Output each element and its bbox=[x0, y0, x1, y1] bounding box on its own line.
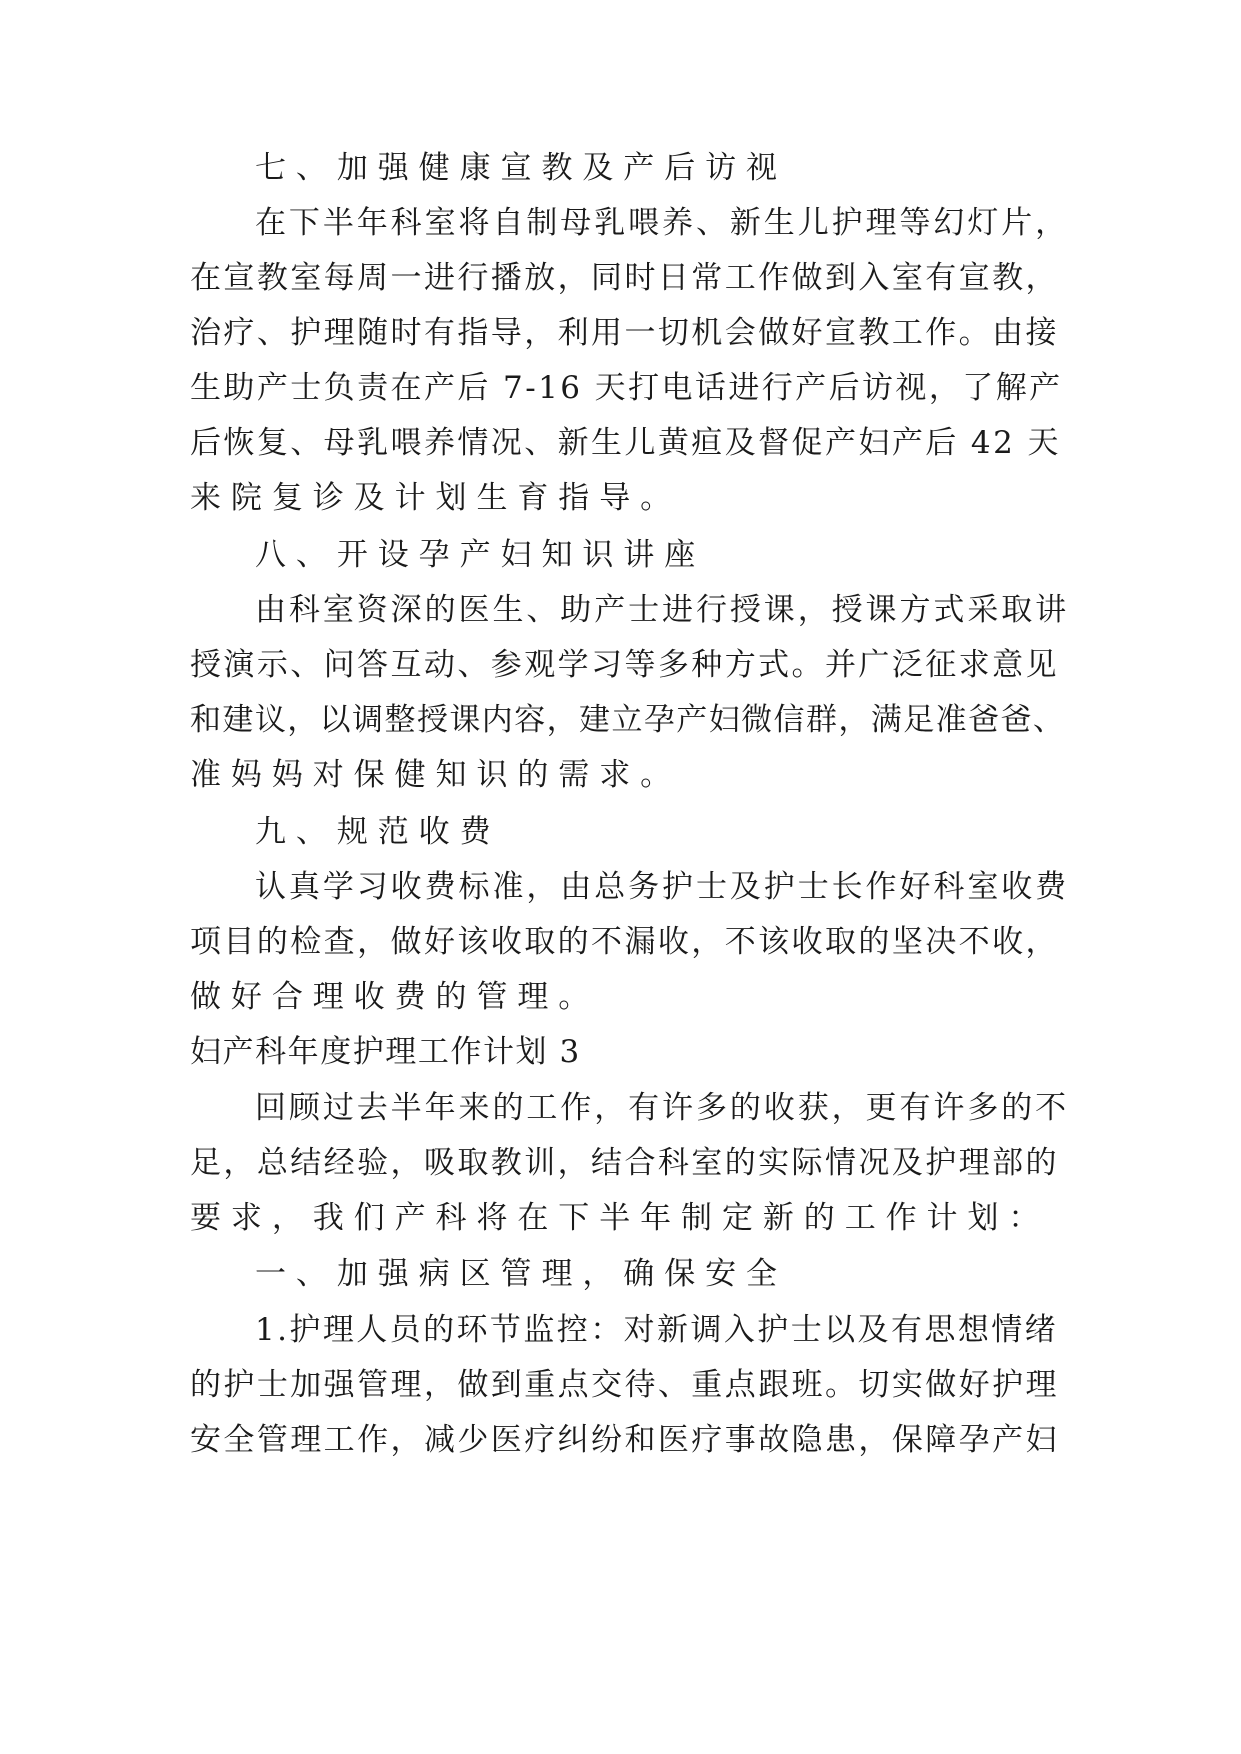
paragraph-line: 做好合理收费的管理。 bbox=[190, 979, 600, 1015]
paragraph-line: 的护士加强管理，做到重点交待、重点跟班。切实做好护理 bbox=[190, 1367, 1059, 1403]
paragraph-line: 准妈妈对保健知识的需求。 bbox=[190, 757, 682, 793]
paragraph-line: 由科室资深的医生、助产士进行授课，授课方式采取讲 bbox=[255, 592, 1070, 628]
section-heading-1: 一、加强病区管理，确保安全 bbox=[255, 1256, 787, 1292]
section-heading-8: 八、开设孕产妇知识讲座 bbox=[255, 537, 706, 573]
paragraph-line: 在宣教室每周一进行播放，同时日常工作做到入室有宣教， bbox=[190, 260, 1059, 296]
paragraph-line: 安全管理工作，减少医疗纠纷和医疗事故隐患，保障孕产妇 bbox=[190, 1422, 1059, 1458]
paragraph-line: 来院复诊及计划生育指导。 bbox=[190, 480, 682, 516]
paragraph-line: 授演示、问答互动、参观学习等多种方式。并广泛征求意见 bbox=[190, 647, 1059, 683]
document-title: 妇产科年度护理工作计划 3 bbox=[190, 1034, 581, 1070]
paragraph-line: 生助产士负责在产后 7-16 天打电话进行产后访视，了解产 bbox=[190, 370, 1063, 406]
paragraph-line: 项目的检查，做好该收取的不漏收，不该收取的坚决不收， bbox=[190, 924, 1059, 960]
paragraph-line: 要求，我们产科将在下半年制定新的工作计划： bbox=[190, 1200, 1050, 1236]
paragraph-line: 足，总结经验，吸取教训，结合科室的实际情况及护理部的 bbox=[190, 1145, 1059, 1181]
section-heading-9: 九、规范收费 bbox=[255, 814, 501, 850]
paragraph-line: 在下半年科室将自制母乳喂养、新生儿护理等幻灯片， bbox=[255, 205, 1070, 241]
paragraph-line: 回顾过去半年来的工作，有许多的收获，更有许多的不 bbox=[255, 1090, 1070, 1126]
section-heading-7: 七、加强健康宣教及产后访视 bbox=[255, 150, 787, 186]
paragraph-line: 1.护理人员的环节监控：对新调入护士以及有思想情绪 bbox=[255, 1312, 1059, 1348]
paragraph-line: 后恢复、母乳喂养情况、新生儿黄疸及督促产妇产后 42 天 bbox=[190, 425, 1061, 461]
paragraph-line: 和建议，以调整授课内容，建立孕产妇微信群，满足准爸爸、 bbox=[190, 702, 1066, 738]
paragraph-line: 认真学习收费标准，由总务护士及护士长作好科室收费 bbox=[255, 869, 1070, 905]
paragraph-line: 治疗、护理随时有指导，利用一切机会做好宣教工作。由接 bbox=[190, 315, 1059, 351]
